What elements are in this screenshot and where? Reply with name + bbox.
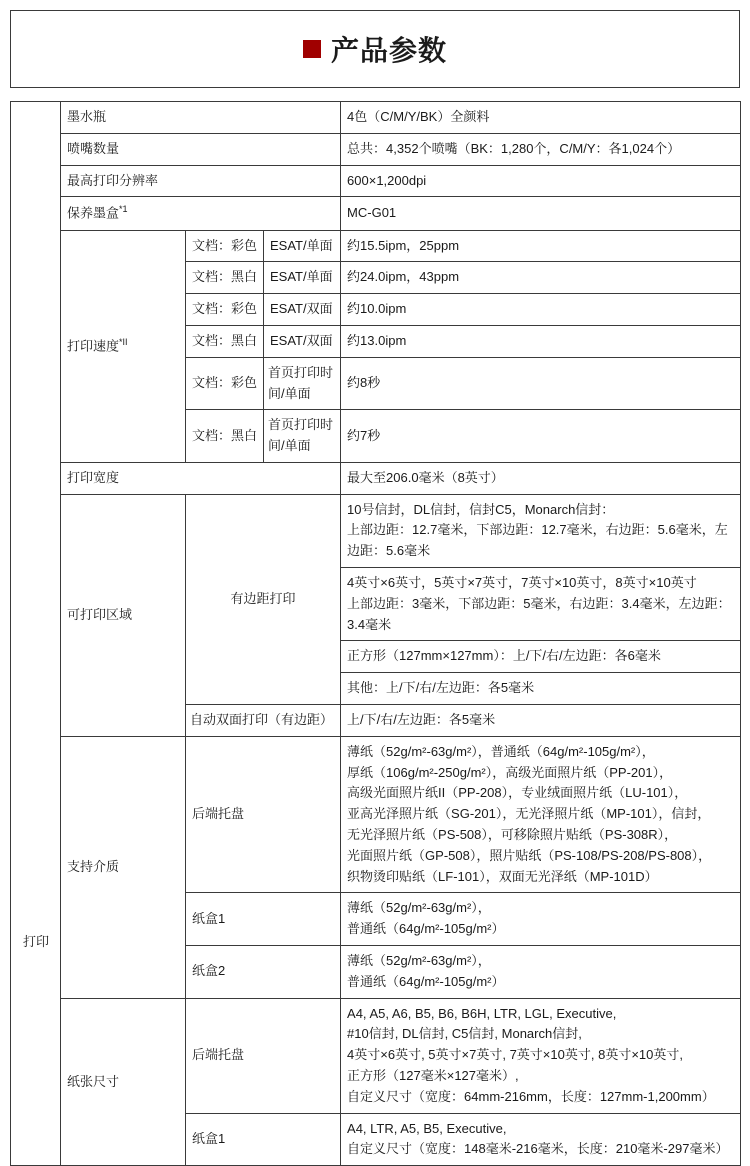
speed-label-text: 打印速度 [67,338,120,354]
speed-mode: ESAT/单面 [264,262,341,294]
spec-value-resolution: 600×1,200dpi [341,165,741,197]
size-cassette1-label: 纸盒1 [186,1113,341,1166]
size-rear-value: A4, A5, A6, B5, B6, B6H, LTR, LGL, Executive, #10信封, DL信封, C5信封, Monarch信封, 4英寸×6英寸, 5英寸×7英寸, 7英寸×10英寸, 8英寸×10英寸, 正方形（127毫米×127毫米）, 自定义尺寸（宽度：64mm-216mm，长度：127mm-1,200mm） [341,998,741,1113]
row-nozzles [11,133,741,165]
printable-bordered-label: 有边距打印 [186,494,341,704]
media-cassette1-value: 薄纸（52g/m²-63g/m²）， 普通纸（64g/m²-105g/m²） [341,893,741,946]
row-ink [11,102,741,134]
speed-value: 约13.0ipm [341,325,741,357]
spec-value-nozzles: 总共：4,352个喷嘴（BK：1,280个，C/M/Y：各1,024个） [341,133,741,165]
category-label: 打印 [23,934,50,949]
speed-value: 约7秒 [341,410,741,463]
row-speed-1 [11,230,741,262]
row-resolution [11,165,741,197]
printable-value: 10号信封，DL信封，信封C5，Monarch信封： 上部边距：12.7毫米，下部边距：12.7毫米，右边距：5.6毫米，左边距：5.6毫米 [341,494,741,567]
spec-value-ink: 4色（C/M/Y/BK）全颜料 [341,102,741,134]
spec-value-maintenance: MC-G01 [341,197,741,230]
title-bullet-icon [303,40,321,58]
speed-doc-type: 文档：黑白 [186,325,264,357]
speed-footnote-mark: *II [119,337,128,348]
size-rear-label: 后端托盘 [186,998,341,1113]
speed-doc-type: 文档：彩色 [186,294,264,326]
media-rear-value: 薄纸（52g/m²-63g/m²），普通纸（64g/m²-105g/m²）， 厚纸（106g/m²-250g/m²），高级光面照片纸（PP-201）， 高级光面照片纸II（PP-208），专业绒面照片纸（LU-101）， 亚高光泽照片纸（SG-201），无光泽照片纸（MP-101），信封， 无光泽照片纸（PS-508），可移除照片贴纸（PS-308R）， 光面照片纸（GP-508），照片贴纸（PS-108/PS-208/PS-808）， 织物烫印贴纸（LF-101），双面无光泽纸（MP-101D） [341,736,741,893]
spec-label-maintenance [61,197,341,230]
spec-value-width: 最大至206.0毫米（8英寸） [341,462,741,494]
spec-label-ink: 墨水瓶 [61,102,341,134]
spec-table [10,101,741,1166]
printable-duplex-value: 上/下/右/左边距：各5毫米 [341,705,741,737]
speed-mode: 首页打印时间/单面 [264,410,341,463]
speed-value: 约10.0ipm [341,294,741,326]
spec-label-speed [61,230,186,462]
speed-mode: ESAT/双面 [264,325,341,357]
speed-doc-type: 文档：黑白 [186,262,264,294]
row-media-rear [11,736,741,893]
media-cassette2-value: 薄纸（52g/m²-63g/m²）， 普通纸（64g/m²-105g/m²） [341,946,741,999]
speed-mode: ESAT/双面 [264,294,341,326]
speed-value: 约15.5ipm，25ppm [341,230,741,262]
spec-label-resolution: 最高打印分辨率 [61,165,341,197]
row-maintenance [11,197,741,230]
spec-label-media: 支持介质 [61,736,186,998]
media-rear-label: 后端托盘 [186,736,341,893]
maintenance-label-text: 保养墨盒 [67,205,120,221]
speed-mode: ESAT/单面 [264,230,341,262]
printable-value: 4英寸×6英寸，5英寸×7英寸，7英寸×10英寸，8英寸×10英寸 上部边距：3毫米，下部边距：5毫米，右边距：3.4毫米，左边距：3.4毫米 [341,568,741,641]
speed-mode: 首页打印时间/单面 [264,357,341,410]
speed-doc-type: 文档：黑白 [186,410,264,463]
row-print-width [11,462,741,494]
row-printable-1 [11,494,741,567]
spec-label-printable: 可打印区域 [61,494,186,736]
printable-value: 其他：上/下/右/左边距：各5毫米 [341,673,741,705]
speed-value: 约8秒 [341,357,741,410]
row-size-rear [11,998,741,1113]
page-title: 产品参数 [330,35,447,66]
size-cassette1-value: A4, LTR, A5, B5, Executive, 自定义尺寸（宽度：148毫米-216毫米，长度：210毫米-297毫米） [341,1113,741,1166]
maintenance-footnote-mark: *1 [119,204,128,215]
spec-label-nozzles: 喷嘴数量 [61,133,341,165]
speed-doc-type: 文档：彩色 [186,230,264,262]
page-title-box [10,10,740,88]
spec-label-width: 打印宽度 [61,462,341,494]
media-cassette1-label: 纸盒1 [186,893,341,946]
speed-doc-type: 文档：彩色 [186,357,264,410]
printable-duplex-label: 自动双面打印（有边距） [186,705,341,737]
printable-value: 正方形（127mm×127mm）：上/下/右/左边距：各6毫米 [341,641,741,673]
media-cassette2-label: 纸盒2 [186,946,341,999]
speed-value: 约24.0ipm，43ppm [341,262,741,294]
spec-label-size: 纸张尺寸 [61,998,186,1166]
category-cell [11,102,61,1166]
